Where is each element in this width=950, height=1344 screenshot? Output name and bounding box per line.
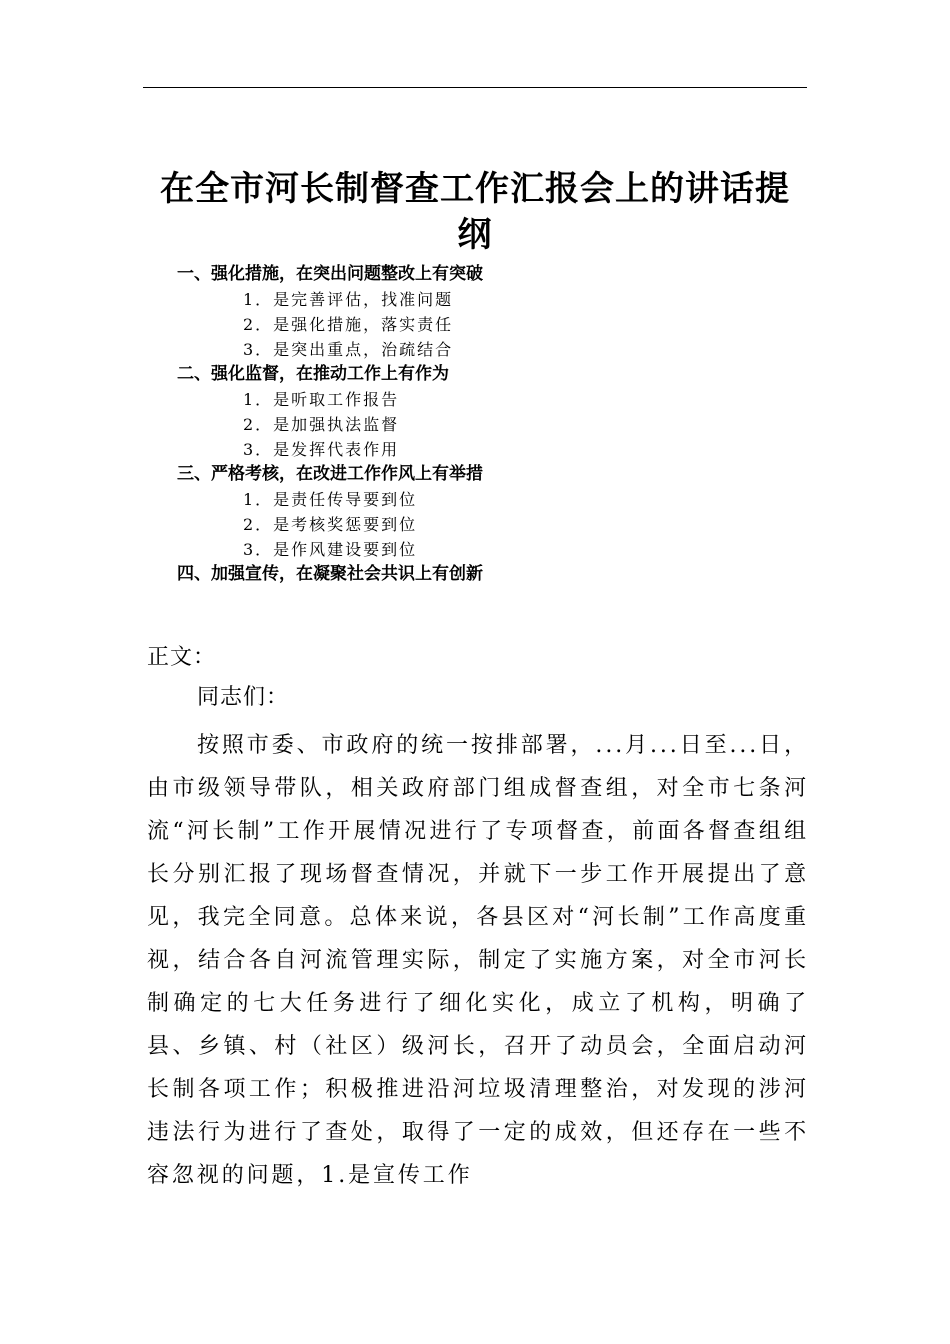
outline bbox=[177, 262, 797, 587]
outline-section-4 bbox=[177, 562, 797, 587]
outline-heading: 三、严格考核，在改进工作作风上有举措 bbox=[177, 464, 483, 484]
outline-section-1 bbox=[177, 262, 797, 362]
outline-section-2 bbox=[177, 362, 797, 462]
outline-item: 3．是突出重点，治疏结合 bbox=[243, 340, 454, 359]
salutation: 同志们： bbox=[197, 685, 290, 710]
outline-item: 1．是完善评估，找准问题 bbox=[243, 290, 454, 309]
body-label: 正文： bbox=[147, 645, 217, 670]
body-paragraph: 按照市委、市政府的统一按排部署，...月...日至...日，由市级领导带队，相关政府部门组成督查组，对全市七条河流“河长制”工作开展情况进行了专项督查，前面各督查组组长分别汇报了现场督查情况，并就下一步工作开展提出了意见，我完全同意。总体来说，各县区对“河长制”工作高度重视，结合各自河流管理实际，制定了实施方案，对全市河长制确定的七大任务进行了细化实化，成立了机构，明确了县、乡镇、村（社区）级河长，召开了动员会，全面启动河长制各项工作；积极推进沿河垃圾清理整治，对发现的涉河违法行为进行了查处，取得了一定的成效，但还存在一些不容忽视的问题，1.是宣传工作 bbox=[147, 733, 809, 1188]
outline-heading: 四、加强宣传，在凝聚社会共识上有创新 bbox=[177, 564, 483, 584]
header-rule bbox=[143, 87, 807, 88]
outline-heading: 二、强化监督，在推动工作上有作为 bbox=[177, 364, 449, 384]
outline-section-3 bbox=[177, 462, 797, 562]
outline-item: 1．是责任传导要到位 bbox=[243, 490, 418, 509]
body-text bbox=[147, 638, 809, 1197]
outline-item: 2．是加强执法监督 bbox=[243, 415, 400, 434]
outline-item: 3．是发挥代表作用 bbox=[243, 440, 400, 459]
outline-item: 2．是考核奖惩要到位 bbox=[243, 515, 418, 534]
outline-heading: 一、强化措施，在突出问题整改上有突破 bbox=[177, 264, 483, 284]
outline-item: 3．是作风建设要到位 bbox=[243, 540, 418, 559]
outline-item: 1．是听取工作报告 bbox=[243, 390, 400, 409]
document-title: 在全市河长制督查工作汇报会上的讲话提纲 bbox=[160, 169, 790, 255]
outline-item: 2．是强化措施，落实责任 bbox=[243, 315, 454, 334]
